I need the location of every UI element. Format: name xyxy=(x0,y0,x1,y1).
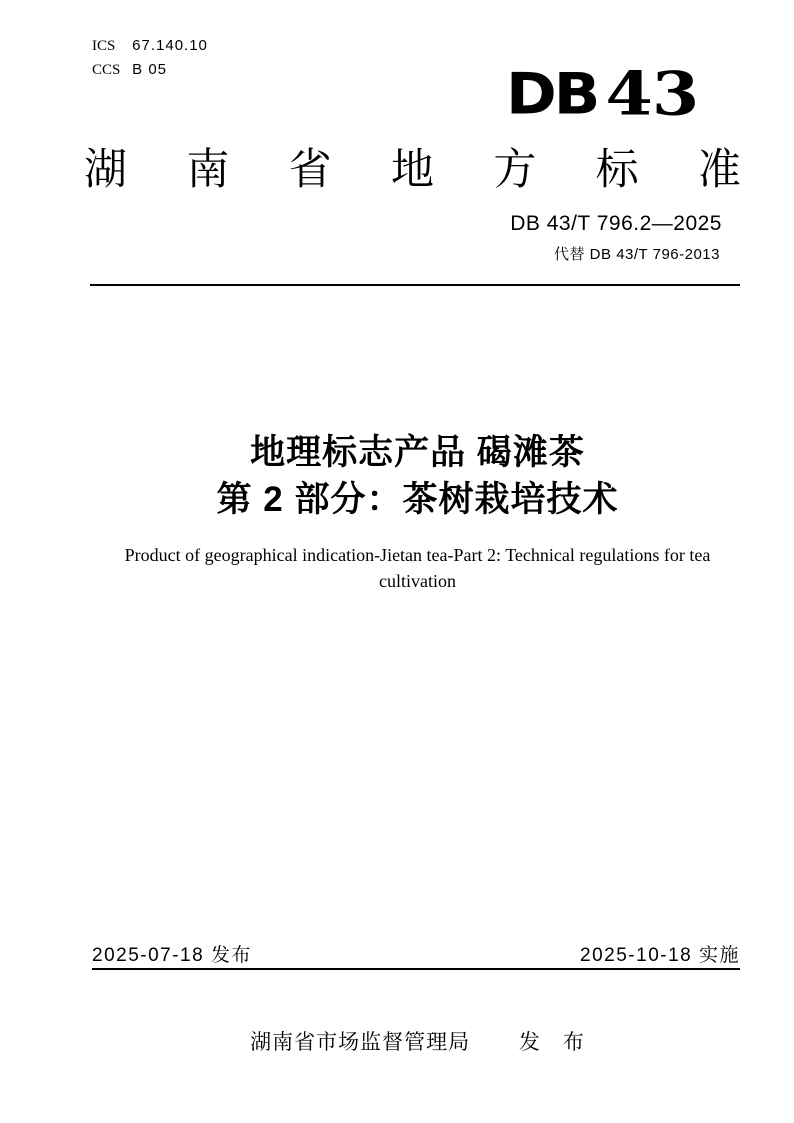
standard-type-char: 南 xyxy=(186,146,230,194)
title-english-line1: Product of geographical indication-Jietan tea-Part 2: Technical regulations for tea xyxy=(124,545,711,565)
standard-type-char: 湖 xyxy=(84,146,127,194)
standard-type-title xyxy=(84,146,741,195)
replaces-note: 代替 DB 43/T 796-2013 xyxy=(554,246,720,263)
ics-label: ICS xyxy=(92,38,116,54)
standard-type-char: 省 xyxy=(288,146,332,194)
classification-codes xyxy=(92,34,208,82)
ccs-label: CCS xyxy=(92,62,121,78)
standard-type-char: 方 xyxy=(493,146,537,194)
standard-type-char: 准 xyxy=(697,146,741,194)
publish-label: 发 布 xyxy=(518,1031,585,1054)
publisher-row xyxy=(95,1026,740,1056)
issue-date: 2025-07-18 发布 xyxy=(92,945,252,966)
title-english-line2: cultivation xyxy=(379,571,456,591)
standard-type-char: 地 xyxy=(390,146,434,194)
title-block xyxy=(95,429,740,594)
logo-region-number: 43 xyxy=(605,58,699,130)
db43-logo xyxy=(506,56,699,130)
logo-db-text: DB xyxy=(506,61,598,128)
implement-date: 2025-10-18 实施 xyxy=(580,945,740,966)
publisher-name: 湖南省市场监督管理局 xyxy=(250,1031,471,1054)
ics-value: 67.140.10 xyxy=(132,37,208,54)
ccs-line xyxy=(92,58,208,82)
standard-number: DB 43/T 796.2—2025 xyxy=(510,212,722,235)
dates-row xyxy=(92,940,740,967)
bottom-divider xyxy=(92,968,740,970)
title-cn-line1: 地理标志产品 碣滩茶 xyxy=(250,433,585,472)
standard-type-char: 标 xyxy=(595,146,639,194)
ics-line xyxy=(92,34,208,58)
title-cn-line2: 第 2 部分：茶树栽培技术 xyxy=(216,480,619,519)
ccs-value: B 05 xyxy=(132,61,168,78)
top-divider xyxy=(90,284,740,286)
title-english xyxy=(95,542,740,594)
